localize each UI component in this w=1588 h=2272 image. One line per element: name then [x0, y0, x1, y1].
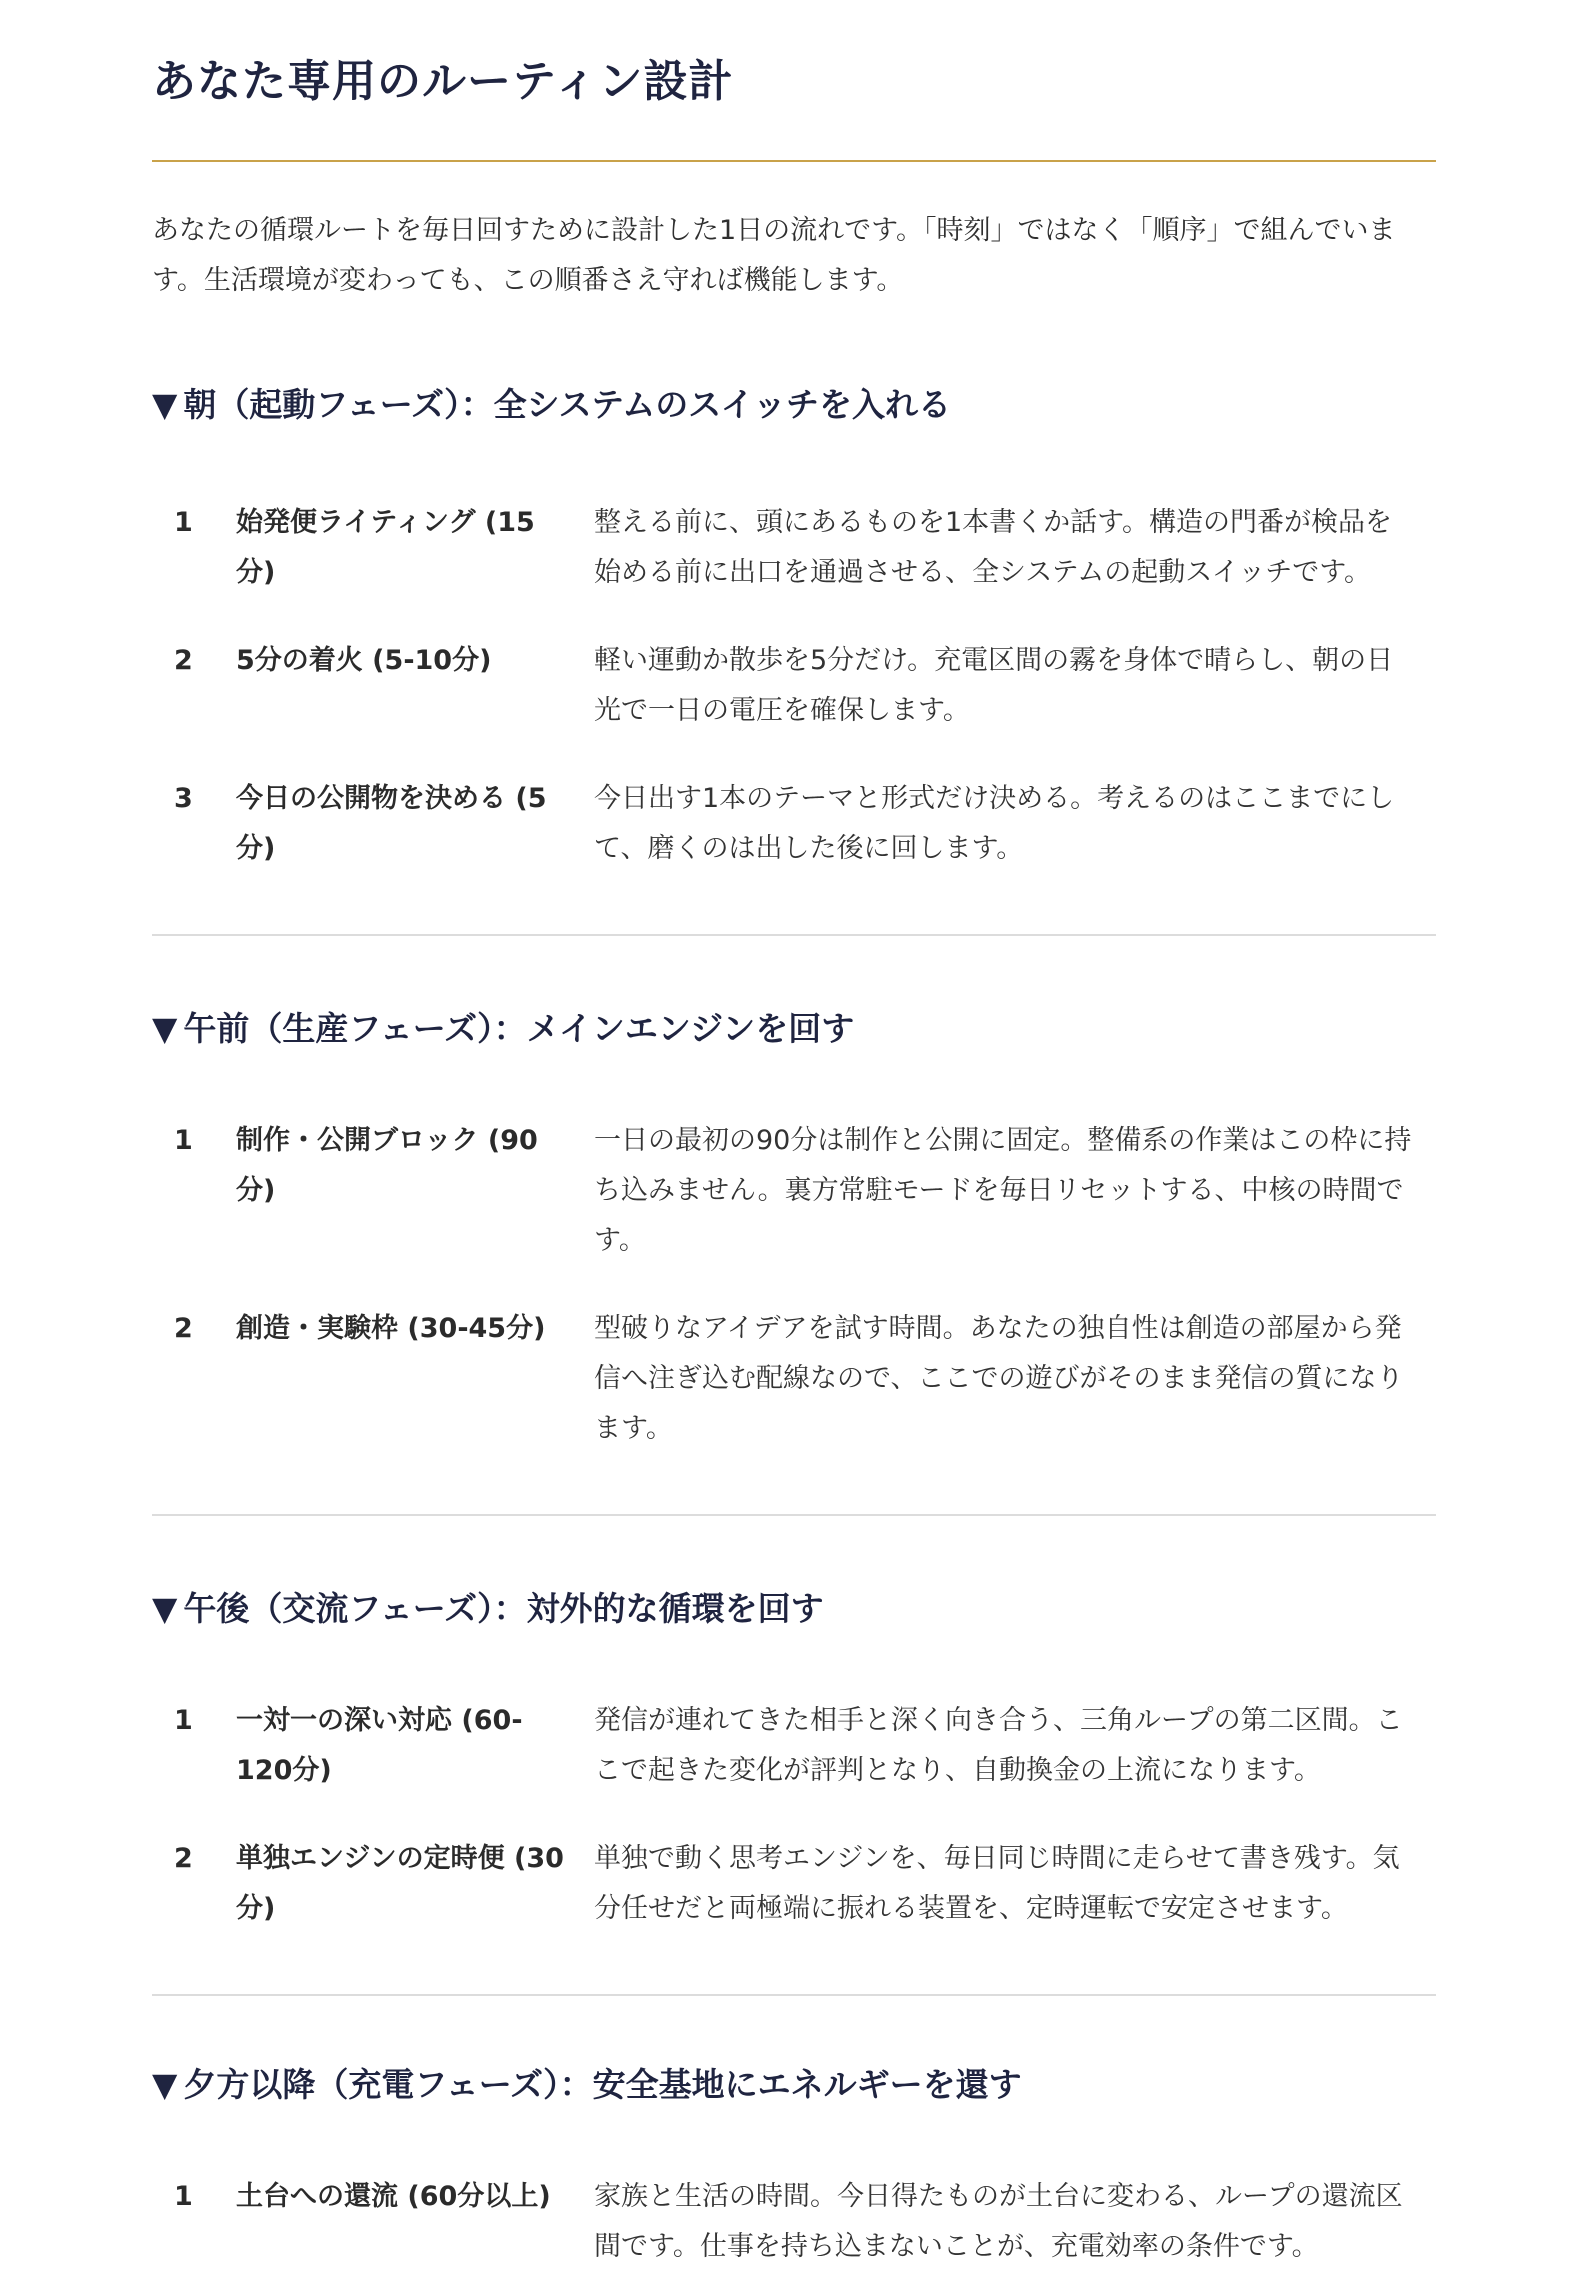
list-item: [152, 774, 1436, 874]
step-list: [152, 1116, 1436, 1454]
step-description: 軽い運動か散歩を5分だけ。充電区間の霧を身体で晴らし、朝の日光で一日の電圧を確保します。: [594, 645, 1394, 726]
section-heading-text: 午前（生産フェーズ）：メインエンジンを回す: [183, 1009, 855, 1048]
step-name: 単独エンジンの定時便 (30分): [236, 1843, 564, 1924]
list-item: [152, 498, 1436, 598]
step-number: 1: [174, 2181, 193, 2212]
section-heading[interactable]: [152, 380, 1436, 430]
step-name: 始発便ライティング (15分): [236, 507, 535, 588]
step-description: 一日の最初の90分は制作と公開に固定。整備系の作業はこの枠に持ち込みません。裏方常駐モードを毎日リセットする、中核の時間です。: [594, 1125, 1412, 1256]
list-item: [152, 1696, 1436, 1796]
step-list: [152, 2172, 1436, 2272]
section-divider: [152, 934, 1436, 936]
step-name: 今日の公開物を決める (5分): [236, 783, 547, 864]
section-heading-text: 朝（起動フェーズ）：全システムのスイッチを入れる: [183, 385, 951, 424]
collapse-triangle-icon[interactable]: ▼: [152, 1009, 178, 1048]
section-heading-text: 夕方以降（充電フェーズ）：安全基地にエネルギーを還す: [183, 2065, 1022, 2104]
section-morning: [152, 380, 1436, 874]
step-description: 家族と生活の時間。今日得たものが土台に変わる、ループの還流区間です。仕事を持ち込まないことが、充電効率の条件です。: [594, 2181, 1403, 2262]
section-heading[interactable]: [152, 1004, 1436, 1054]
list-item: [152, 1834, 1436, 1934]
section-afternoon: [152, 1584, 1436, 1934]
step-number: 3: [174, 783, 193, 814]
step-name: 5分の着火 (5-10分): [236, 645, 492, 676]
list-item: [152, 636, 1436, 736]
section-heading-text: 午後（交流フェーズ）：対外的な循環を回す: [183, 1589, 824, 1628]
list-item: [152, 1116, 1436, 1266]
step-number: 2: [174, 645, 193, 676]
step-name: 創造・実験枠 (30-45分): [236, 1313, 546, 1344]
section-heading[interactable]: [152, 2060, 1436, 2110]
section-forenoon: [152, 1004, 1436, 1454]
step-number: 1: [174, 1705, 193, 1736]
section-divider: [152, 1514, 1436, 1516]
step-description: 整える前に、頭にあるものを1本書くか話す。構造の門番が検品を始める前に出口を通過させる、全システムの起動スイッチです。: [594, 507, 1393, 588]
step-name: 一対一の深い対応 (60-120分): [236, 1705, 523, 1786]
step-list: [152, 1696, 1436, 1934]
step-number: 2: [174, 1843, 193, 1874]
collapse-triangle-icon[interactable]: ▼: [152, 1589, 178, 1628]
step-name: 土台への還流 (60分以上): [236, 2181, 551, 2212]
section-divider: [152, 1994, 1436, 1996]
list-item: [152, 1304, 1436, 1454]
step-number: 1: [174, 507, 193, 538]
step-description: 発信が連れてきた相手と深く向き合う、三角ループの第二区間。ここで起きた変化が評判となり、自動換金の上流になります。: [594, 1705, 1403, 1786]
list-item: [152, 2172, 1436, 2272]
step-list: [152, 498, 1436, 874]
section-heading[interactable]: [152, 1584, 1436, 1634]
intro-paragraph: あなたの循環ルートを毎日回すために設計した1日の流れです。「時刻」ではなく「順序」で組んでいます。生活環境が変わっても、この順番さえ守れば機能します。: [152, 215, 1396, 296]
step-description: 今日出す1本のテーマと形式だけ決める。考えるのはここまでにして、磨くのは出した後に回します。: [594, 783, 1395, 864]
step-description: 型破りなアイデアを試す時間。あなたの独自性は創造の部屋から発信へ注ぎ込む配線なので、ここでの遊びがそのまま発信の質になります。: [594, 1313, 1404, 1444]
step-number: 2: [174, 1313, 193, 1344]
collapse-triangle-icon[interactable]: ▼: [152, 2065, 178, 2104]
step-description: 単独で動く思考エンジンを、毎日同じ時間に走らせて書き残す。気分任せだと両極端に振れる装置を、定時運転で安定させます。: [594, 1843, 1400, 1924]
page-title: あなた専用のルーティン設計: [152, 56, 734, 107]
collapse-triangle-icon[interactable]: ▼: [152, 385, 178, 424]
title-underline: [152, 160, 1436, 162]
section-evening: [152, 2060, 1436, 2272]
step-number: 1: [174, 1125, 193, 1156]
step-name: 制作・公開ブロック (90分): [236, 1125, 538, 1206]
